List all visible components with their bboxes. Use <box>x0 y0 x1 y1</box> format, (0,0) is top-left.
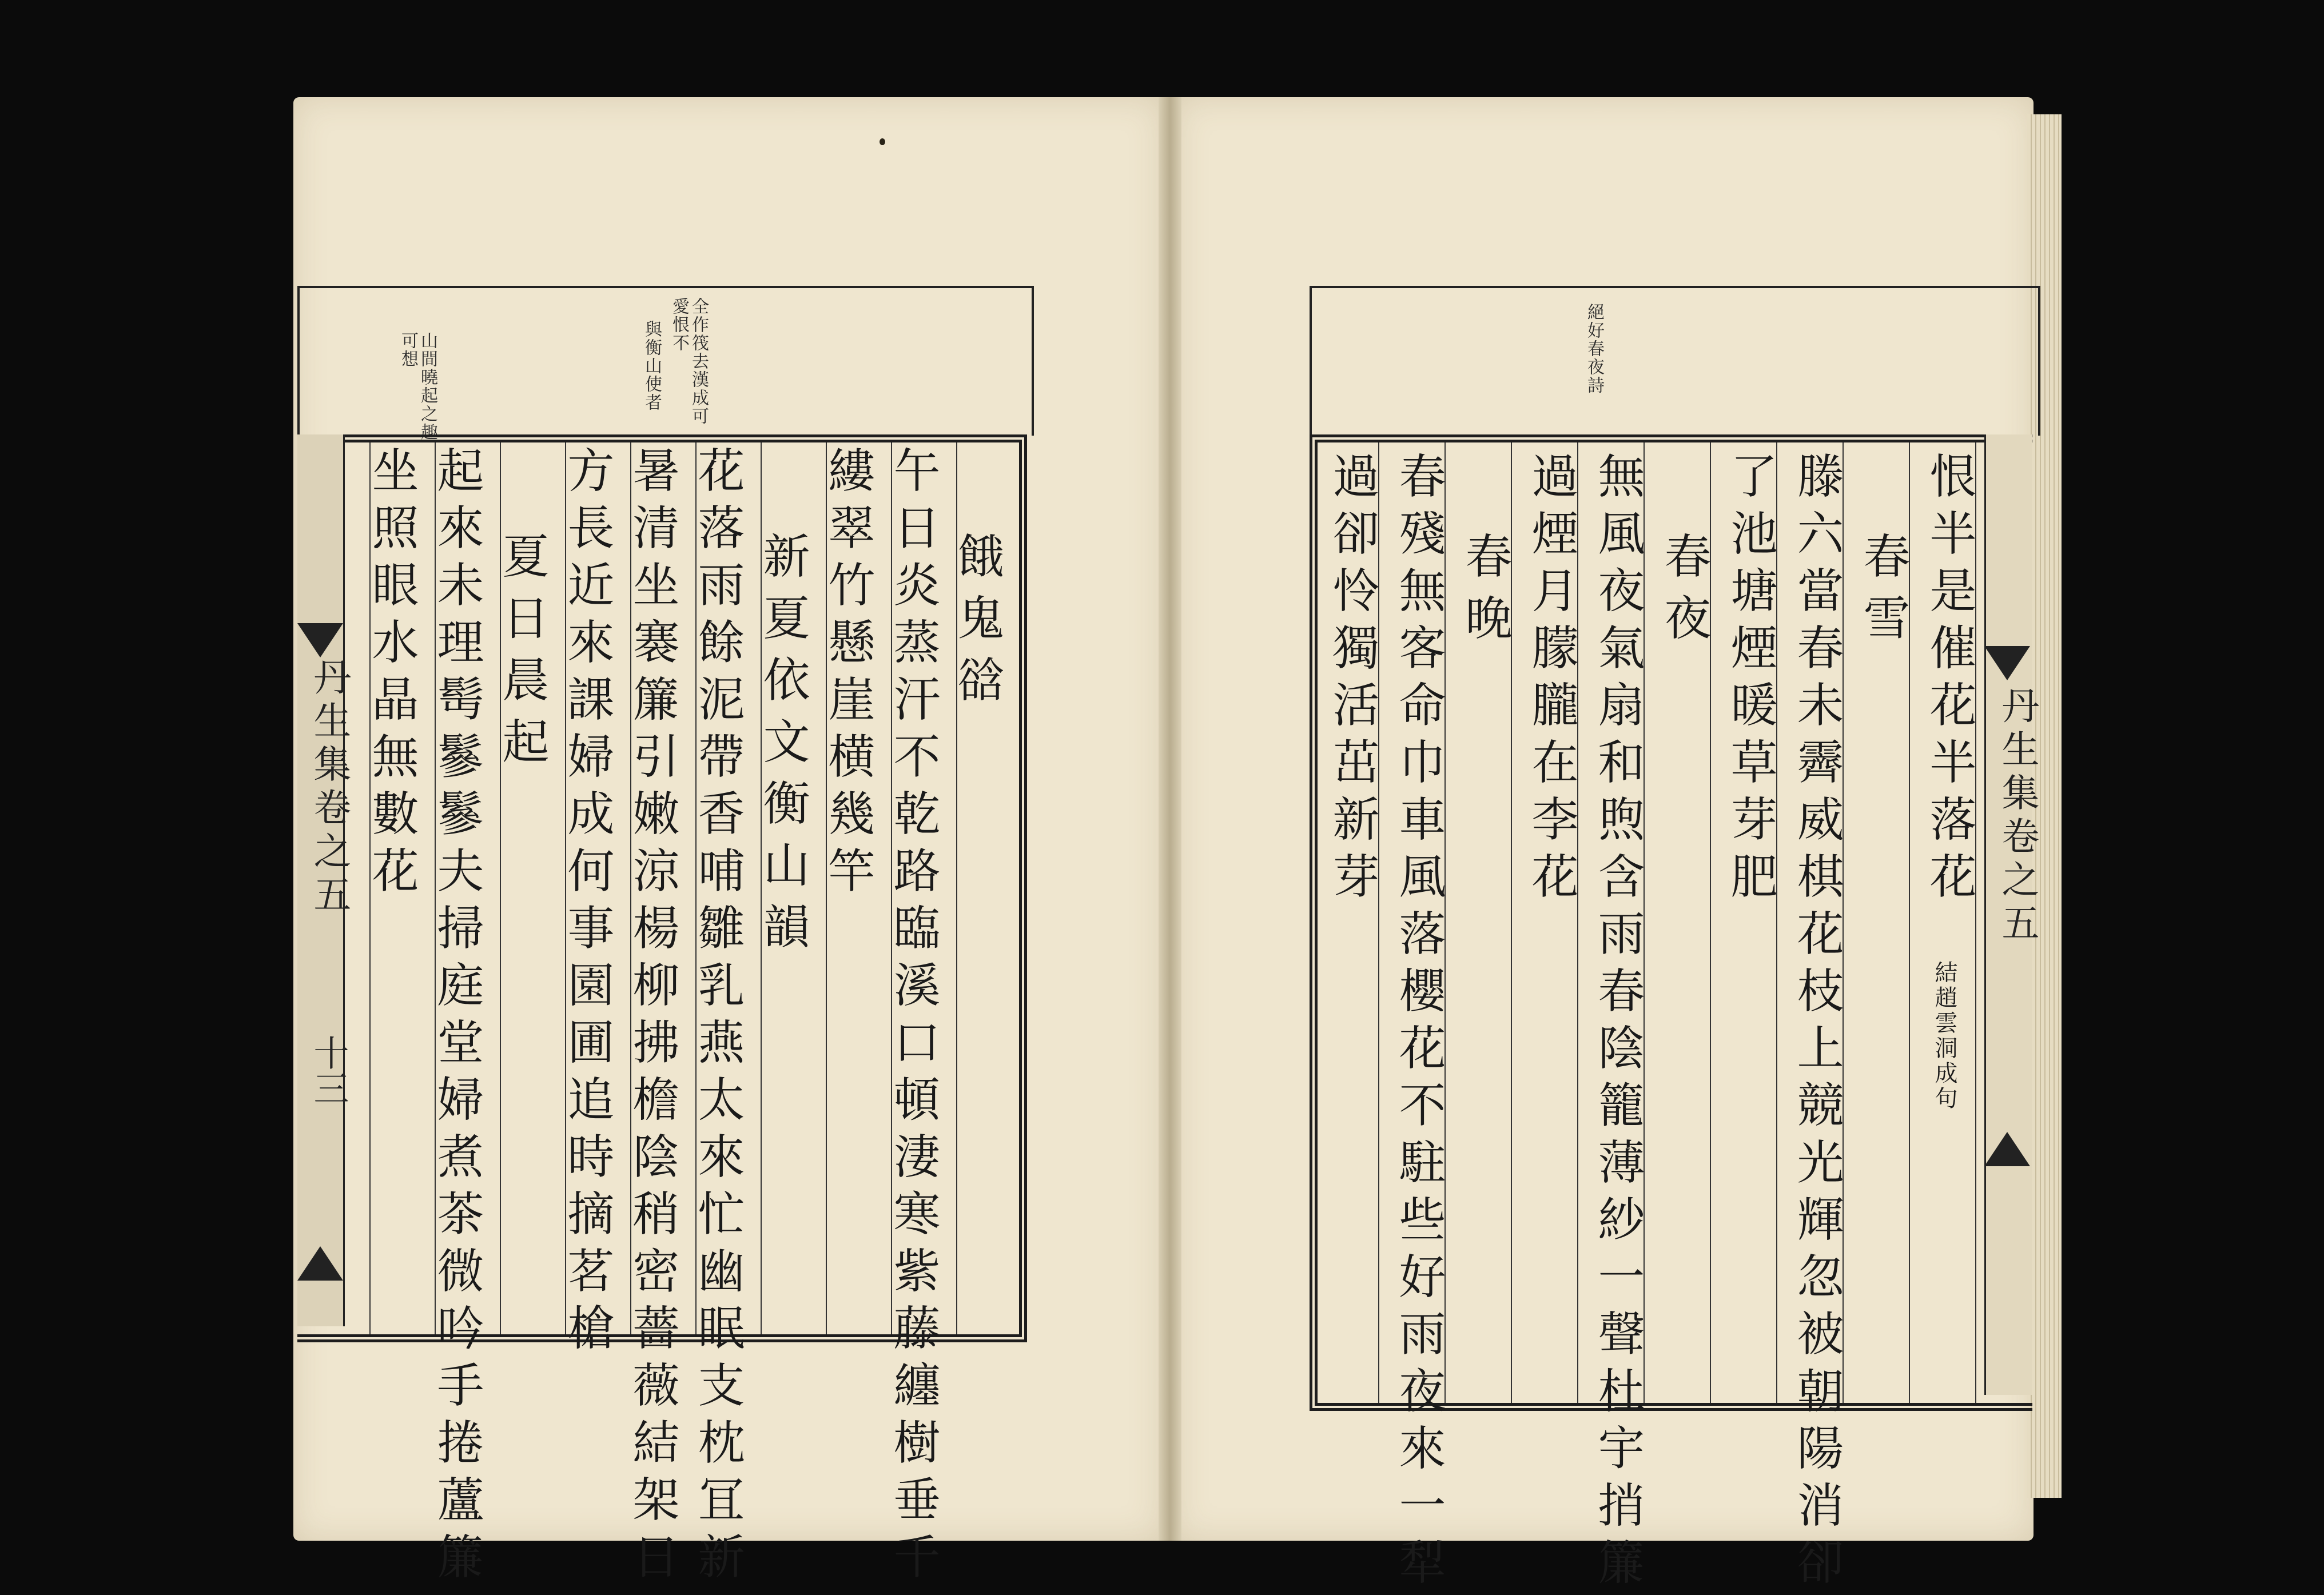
book-gutter <box>1159 97 1181 1541</box>
poem-note: 結趙雲洞成句 <box>1931 960 1957 1111</box>
poem-line: 恨半是催花半落花 <box>1922 452 1976 909</box>
poem-line: 坐照眼水晶無數花 <box>364 446 419 903</box>
poem-title: 新夏依文衡山韻 <box>755 532 810 964</box>
poem-line: 過煙月朦朧在李花 <box>1524 452 1578 909</box>
poem-line: 春殘無客命巾車風落櫻花不駐些好雨夜來一犁 <box>1391 452 1446 1595</box>
poem-line: 暑清坐褰簾引嫩涼楊柳拂檐陰稍密薔薇結架日 <box>625 446 679 1589</box>
poem-line: 了池塘煙暖草芽肥 <box>1723 452 1777 909</box>
poem-line: 花落雨餘泥帶香哺雛乳燕太來忙幽眠支枕冝新 <box>690 446 745 1589</box>
right-fold-title: 丹生集卷之五 <box>1995 686 2039 947</box>
poem-title: 夏日晨起 <box>495 532 549 779</box>
right-header-band <box>1310 286 2040 436</box>
poem-line: 方長近來課婦成何事園圃追時摘茗槍 <box>560 446 614 1361</box>
right-header-note-1: 絕好春夜詩 <box>1584 303 1604 394</box>
poem-title: 春雪 <box>1856 532 1910 655</box>
poem-line: 無風夜氣扇和煦含雨春陰籠薄紗一聲杜宇捎簾 <box>1590 452 1645 1595</box>
worm-hole <box>880 138 885 145</box>
poem-line: 滕六當春未霽威棋花枝上競光輝忽被朝陽消卻 <box>1789 452 1844 1595</box>
poem-line: 起來未理髩鬖鬖夫掃庭堂婦煮茶微吟手捲蘆簾 <box>429 446 484 1589</box>
left-page-number: 十三 <box>308 1035 349 1106</box>
left-header-note-3: 山間曉起之趣可想 <box>398 332 437 441</box>
poem-title: 春晚 <box>1458 532 1512 655</box>
left-fold-title: 丹生集卷之五 <box>307 657 351 918</box>
left-header-note-1: 全作筏去漢成可愛恨不 <box>669 297 709 425</box>
poem-line: 過卻怜獨活茁新芽 <box>1325 452 1379 909</box>
poem-title: 餓鬼谽 <box>950 532 1004 717</box>
poem-line: 縷翠竹懸崖横幾竿 <box>821 446 875 903</box>
poem-title: 春夜 <box>1657 532 1711 655</box>
poem-line: 午日炎蒸汗不乾路臨溪口頓淒寒紫藤纏樹垂千 <box>886 446 940 1589</box>
left-header-note-2: 與衡山使者 <box>642 320 662 412</box>
